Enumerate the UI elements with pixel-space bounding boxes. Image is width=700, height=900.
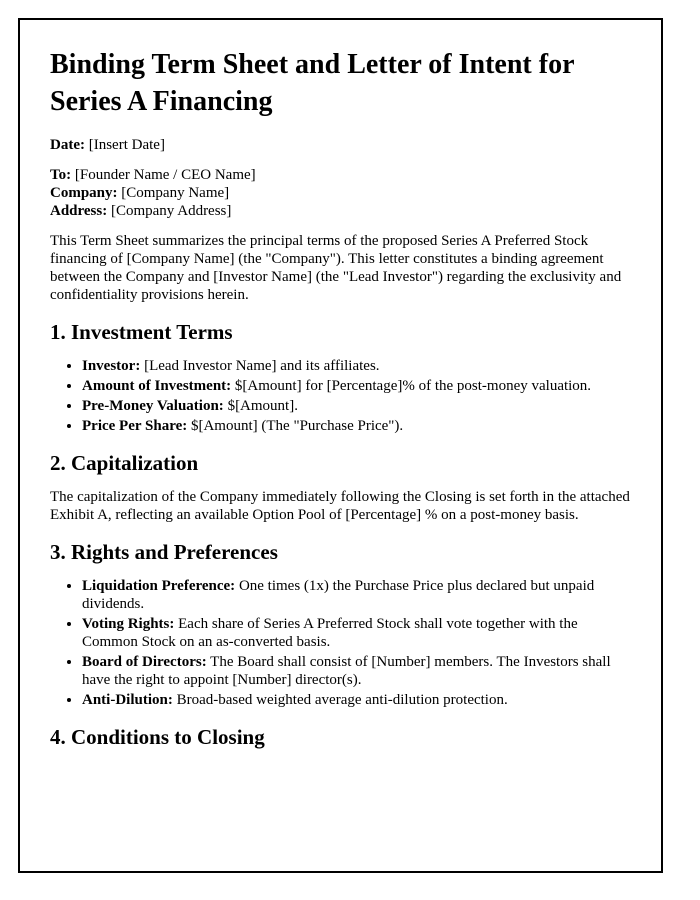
investment-terms-list	[50, 357, 635, 435]
list-item	[82, 615, 635, 651]
recipient-company-label: Company:	[50, 185, 118, 201]
capitalization-paragraph: The capitalization of the Company immediately following the Closing is set forth in the attached Exhibit A, reflecting an available Option Pool of [Percentage] % on a post-money basis.	[50, 489, 630, 523]
section-heading-investment-terms: 1. Investment Terms	[50, 320, 233, 344]
date-label: Date:	[50, 137, 85, 153]
term-text: Each share of Series A Preferred Stock shall vote together with the Common Stock on an as-converted basis.	[82, 616, 578, 650]
document-title: Binding Term Sheet and Letter of Intent for Series A Financing	[50, 49, 574, 117]
term-label: Liquidation Preference:	[82, 578, 236, 594]
recipient-company-value: [Company Name]	[121, 185, 230, 201]
term-label: Investor:	[82, 358, 141, 374]
list-item	[82, 653, 635, 689]
section-heading-conditions-to-closing: 4. Conditions to Closing	[50, 725, 265, 749]
term-text: $[Amount].	[227, 398, 298, 414]
recipient-block	[50, 166, 635, 220]
recipient-address-line	[50, 202, 635, 220]
recipient-address-label: Address:	[50, 203, 108, 219]
term-text: $[Amount] for [Percentage]% of the post-money valuation.	[234, 378, 592, 394]
list-item	[82, 417, 635, 435]
recipient-to-line	[50, 166, 635, 184]
date-value: [Insert Date]	[88, 137, 165, 153]
list-item	[82, 397, 635, 415]
date-line	[50, 136, 635, 154]
document-content	[50, 46, 635, 816]
term-text: One times (1x) the Purchase Price plus declared but unpaid dividends.	[82, 578, 595, 612]
term-label: Amount of Investment:	[82, 378, 232, 394]
section-heading-rights-preferences: 3. Rights and Preferences	[50, 540, 278, 564]
term-label: Board of Directors:	[82, 654, 207, 670]
term-label: Price Per Share:	[82, 418, 188, 434]
recipient-to-value: [Founder Name / CEO Name]	[74, 167, 256, 183]
term-text: [Lead Investor Name] and its affiliates.	[144, 358, 380, 374]
rights-preferences-list	[50, 577, 635, 709]
recipient-to-label: To:	[50, 167, 72, 183]
term-text: $[Amount] (The "Purchase Price").	[190, 418, 404, 434]
list-item	[82, 357, 635, 375]
list-item	[82, 577, 635, 613]
term-text: Broad-based weighted average anti-dilution protection.	[176, 692, 508, 708]
term-label: Anti-Dilution:	[82, 692, 173, 708]
recipient-address-value: [Company Address]	[110, 203, 232, 219]
intro-paragraph: This Term Sheet summarizes the principal terms of the proposed Series A Preferred Stock financing of [Company Name] (the "Company"). This letter constitutes a binding agreement between the Company and [Investor Name] (the "Lead Investor") regarding the exclusivity and confidentiality provisions herein.	[50, 233, 622, 303]
section-heading-capitalization: 2. Capitalization	[50, 451, 199, 475]
list-item	[82, 691, 635, 709]
term-text: The Board shall consist of [Number] members. The Investors shall have the right to appoint [Number] director(s).	[82, 654, 611, 688]
term-label: Pre-Money Valuation:	[82, 398, 224, 414]
document-page	[18, 18, 663, 873]
recipient-company-line	[50, 184, 635, 202]
list-item	[82, 377, 635, 395]
term-label: Voting Rights:	[82, 616, 175, 632]
